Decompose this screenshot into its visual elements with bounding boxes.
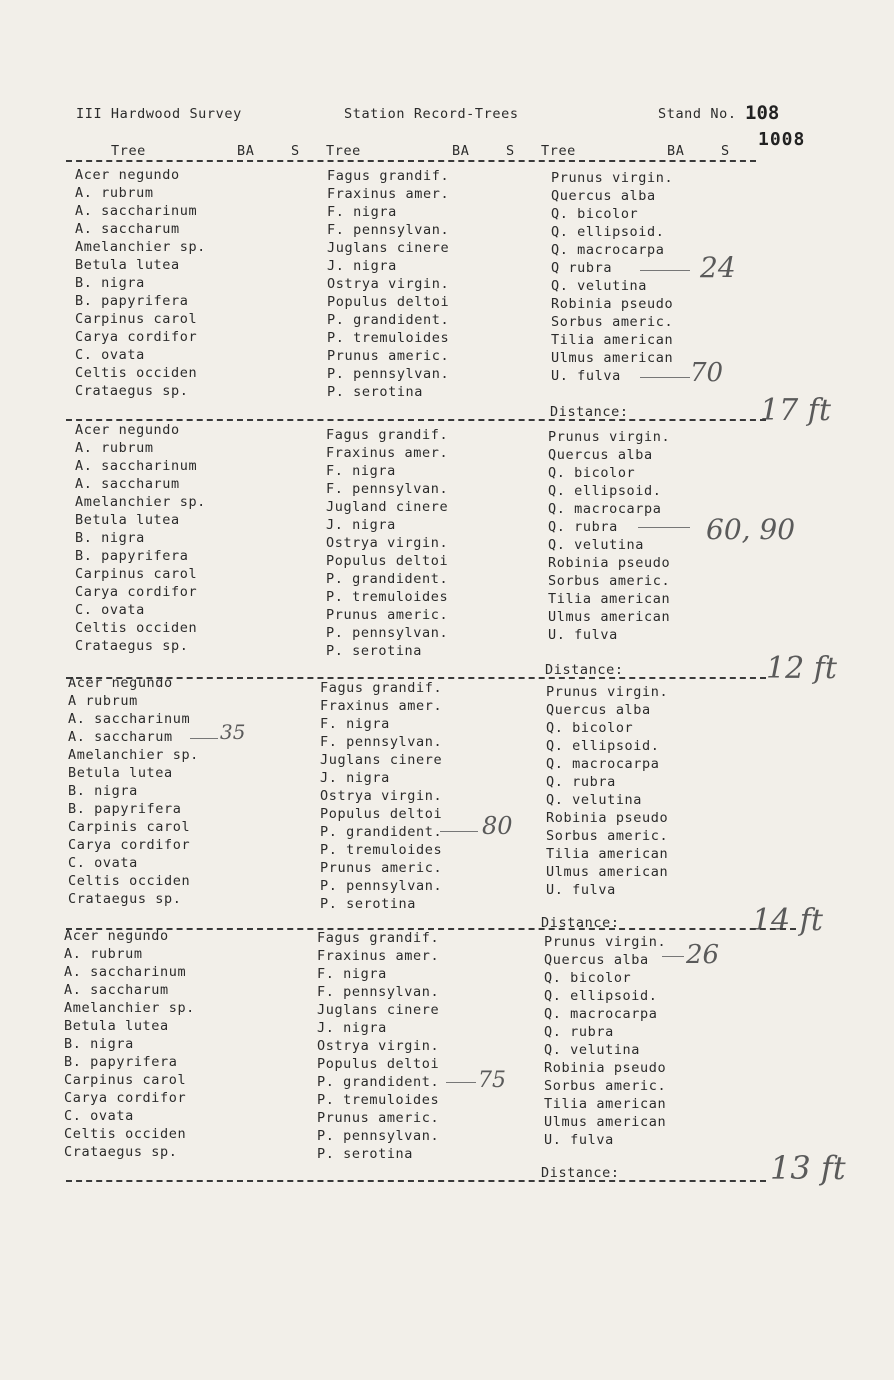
species-entry: A. saccharinum: [75, 458, 198, 474]
handwritten-note: 60, 90: [706, 513, 796, 546]
species-entry: P. grandident.: [326, 571, 449, 587]
species-entry: Carpinus carol: [75, 566, 198, 582]
species-entry: Juglans cinere: [327, 240, 450, 256]
species-entry: B. papyrifera: [75, 548, 189, 564]
header-s: S: [506, 143, 515, 159]
species-entry: U. fulva: [544, 1132, 614, 1148]
species-entry: Robinia pseudo: [546, 810, 669, 826]
species-entry: Carya cordifor: [64, 1090, 187, 1106]
record-title: Station Record-Trees: [344, 106, 519, 122]
species-entry: Fraxinus amer.: [326, 445, 449, 461]
header-ba: BA: [452, 143, 470, 159]
handwritten-note: 24: [700, 251, 736, 284]
species-column-1: [75, 421, 206, 655]
species-entry: Acer negundo: [68, 675, 173, 691]
species-entry: Juglans cinere: [317, 1002, 440, 1018]
species-entry: Q. bicolor: [544, 970, 632, 986]
species-entry: B. papyrifera: [68, 801, 182, 817]
species-entry: J. nigra: [326, 517, 396, 533]
species-entry: Ostrya virgin.: [317, 1038, 440, 1054]
species-entry: P. pennsylvan.: [326, 625, 449, 641]
species-entry: Populus deltoi: [320, 806, 443, 822]
species-entry: P. tremuloides: [320, 842, 443, 858]
species-entry: Betula lutea: [68, 765, 173, 781]
species-entry: B. nigra: [75, 530, 145, 546]
distance-label: Distance:: [545, 662, 624, 678]
species-entry: Ulmus american: [544, 1114, 667, 1130]
species-entry: A rubrum: [68, 693, 138, 709]
species-entry: P. pennsylvan.: [320, 878, 443, 894]
species-entry: Acer negundo: [75, 422, 180, 438]
handwritten-note: 35: [220, 720, 246, 744]
species-entry: B. papyrifera: [75, 293, 189, 309]
species-entry: P. pennsylvan.: [327, 366, 450, 382]
species-entry: Sorbus americ.: [551, 314, 674, 330]
species-column-1: [75, 166, 206, 400]
species-entry: A. saccharum: [75, 476, 180, 492]
species-entry: Ostrya virgin.: [326, 535, 449, 551]
species-entry: Crataegus sp.: [75, 383, 189, 399]
species-column-1: [68, 674, 199, 908]
species-entry: Quercus alba: [546, 702, 651, 718]
species-entry: Q. macrocarpa: [546, 756, 660, 772]
distance-value: 12 ft: [766, 651, 837, 686]
species-entry: A. saccharinum: [68, 711, 191, 727]
header-tree: Tree: [111, 143, 146, 159]
species-entry: Q. rubra: [546, 774, 616, 790]
species-entry: B. nigra: [75, 275, 145, 291]
species-entry: Ulmus american: [548, 609, 671, 625]
species-entry: B. papyrifera: [64, 1054, 178, 1070]
species-entry: Q. ellipsoid.: [551, 224, 665, 240]
species-entry: F. pennsylvan.: [326, 481, 449, 497]
distance-value: 13 ft: [770, 1149, 846, 1187]
species-entry: Fagus grandif.: [327, 168, 450, 184]
species-entry: C. ovata: [68, 855, 138, 871]
species-entry: Q rubra: [551, 260, 613, 276]
species-entry: Robinia pseudo: [544, 1060, 667, 1076]
header-ba: BA: [667, 143, 685, 159]
species-entry: P. tremuloides: [317, 1092, 440, 1108]
species-entry: Sorbus americ.: [546, 828, 669, 844]
stand-number-stamp: 108: [745, 102, 780, 124]
species-entry: Carya cordifor: [75, 584, 198, 600]
species-entry: Fraxinus amer.: [317, 948, 440, 964]
species-entry: A. saccharinum: [75, 203, 198, 219]
species-entry: Fagus grandif.: [320, 680, 443, 696]
species-entry: Sorbus americ.: [544, 1078, 667, 1094]
species-entry: Ostrya virgin.: [320, 788, 443, 804]
species-entry: F. nigra: [326, 463, 396, 479]
species-entry: C. ovata: [75, 347, 145, 363]
note-leader-line: [640, 377, 690, 378]
species-entry: U. fulva: [546, 882, 616, 898]
species-entry: Ulmus american: [551, 350, 674, 366]
header-ba: BA: [237, 143, 255, 159]
header-s: S: [721, 143, 730, 159]
species-entry: Carpinis carol: [68, 819, 191, 835]
species-entry: Jugland cinere: [326, 499, 449, 515]
species-entry: Carpinus carol: [75, 311, 198, 327]
species-entry: Q. bicolor: [546, 720, 634, 736]
header-divider: [66, 160, 756, 162]
species-entry: Fagus grandif.: [326, 427, 449, 443]
note-leader-line: [638, 527, 690, 528]
species-column-2: [317, 929, 439, 1163]
species-entry: Prunus americ.: [326, 607, 449, 623]
header-tree: Tree: [541, 143, 576, 159]
species-entry: Fagus grandif.: [317, 930, 440, 946]
species-entry: Tilia american: [551, 332, 674, 348]
species-column-1: [64, 927, 195, 1161]
header-tree: Tree: [326, 143, 361, 159]
species-entry: C. ovata: [64, 1108, 134, 1124]
species-entry: Q. velutina: [544, 1042, 641, 1058]
header-s: S: [291, 143, 300, 159]
species-entry: P. grandident.: [327, 312, 450, 328]
species-entry: Carya cordifor: [75, 329, 198, 345]
species-entry: U. fulva: [548, 627, 618, 643]
distance-value: 14 ft: [752, 903, 823, 938]
stand-number-typed: 1008: [758, 129, 806, 150]
species-entry: Q. ellipsoid.: [548, 483, 662, 499]
species-entry: Carya cordifor: [68, 837, 191, 853]
distance-value: 17 ft: [760, 393, 831, 428]
species-entry: Q. velutina: [548, 537, 645, 553]
distance-label: Distance:: [550, 404, 629, 420]
species-entry: F. nigra: [320, 716, 390, 732]
species-entry: Amelanchier sp.: [75, 494, 206, 510]
species-entry: C. ovata: [75, 602, 145, 618]
species-entry: Prunus virgin.: [548, 429, 671, 445]
species-entry: P. pennsylvan.: [317, 1128, 440, 1144]
species-entry: A. saccharum: [75, 221, 180, 237]
species-entry: Quercus alba: [548, 447, 653, 463]
species-entry: Carpinus carol: [64, 1072, 187, 1088]
handwritten-note: 75: [478, 1068, 506, 1093]
species-entry: Juglans cinere: [320, 752, 443, 768]
handwritten-note: 26: [686, 940, 720, 970]
species-entry: Fraxinus amer.: [320, 698, 443, 714]
species-entry: Crataegus sp.: [64, 1144, 178, 1160]
stand-label: Stand No.: [658, 106, 737, 122]
note-leader-line: [446, 1082, 476, 1083]
species-entry: Ulmus american: [546, 864, 669, 880]
species-column-3: [546, 683, 668, 899]
species-entry: F. nigra: [317, 966, 387, 982]
species-entry: Prunus virgin.: [546, 684, 669, 700]
species-entry: Ostrya virgin.: [327, 276, 450, 292]
species-entry: F. pennsylvan.: [317, 984, 440, 1000]
species-column-2: [320, 679, 442, 913]
species-entry: Robinia pseudo: [551, 296, 674, 312]
species-entry: Prunus virgin.: [551, 170, 674, 186]
distance-label: Distance:: [541, 915, 620, 931]
species-entry: Tilia american: [548, 591, 671, 607]
species-column-2: [327, 167, 449, 401]
species-entry: Quercus alba: [551, 188, 656, 204]
species-entry: Amelanchier sp.: [64, 1000, 195, 1016]
survey-title: III Hardwood Survey: [76, 106, 242, 122]
handwritten-note: 70: [690, 358, 724, 388]
species-entry: Celtis occiden: [75, 620, 198, 636]
species-column-2: [326, 426, 448, 660]
species-entry: F. pennsylvan.: [320, 734, 443, 750]
species-entry: Tilia american: [546, 846, 669, 862]
species-entry: Populus deltoi: [327, 294, 450, 310]
species-entry: Betula lutea: [75, 512, 180, 528]
species-entry: Q. bicolor: [548, 465, 636, 481]
species-entry: B. nigra: [68, 783, 138, 799]
species-entry: P. grandident.: [317, 1074, 440, 1090]
species-entry: P. serotina: [317, 1146, 414, 1162]
species-entry: Q. velutina: [546, 792, 643, 808]
species-entry: Amelanchier sp.: [68, 747, 199, 763]
species-entry: P. grandident.: [320, 824, 443, 840]
species-entry: F. pennsylvan.: [327, 222, 450, 238]
species-entry: F. nigra: [327, 204, 397, 220]
species-entry: Q. macrocarpa: [551, 242, 665, 258]
species-entry: A. rubrum: [64, 946, 143, 962]
species-entry: Q. ellipsoid.: [546, 738, 660, 754]
species-entry: Prunus virgin.: [544, 934, 667, 950]
station-divider: [66, 1180, 766, 1182]
note-leader-line: [662, 956, 684, 957]
species-entry: P. tremuloides: [326, 589, 449, 605]
note-leader-line: [190, 738, 218, 739]
species-entry: Betula lutea: [75, 257, 180, 273]
species-entry: B. nigra: [64, 1036, 134, 1052]
species-entry: Crataegus sp.: [68, 891, 182, 907]
species-entry: Populus deltoi: [326, 553, 449, 569]
species-entry: A. rubrum: [75, 440, 154, 456]
handwritten-note: 80: [482, 812, 513, 840]
species-entry: Fraxinus amer.: [327, 186, 450, 202]
species-column-3: [551, 169, 673, 385]
species-entry: Celtis occiden: [68, 873, 191, 889]
species-entry: Sorbus americ.: [548, 573, 671, 589]
species-entry: A. rubrum: [75, 185, 154, 201]
species-entry: J. nigra: [327, 258, 397, 274]
species-column-3: [548, 428, 670, 644]
species-entry: A. saccharum: [64, 982, 169, 998]
note-leader-line: [640, 270, 690, 271]
species-entry: P. tremuloides: [327, 330, 450, 346]
species-entry: J. nigra: [317, 1020, 387, 1036]
species-entry: Quercus alba: [544, 952, 649, 968]
species-entry: Tilia american: [544, 1096, 667, 1112]
species-entry: Acer negundo: [75, 167, 180, 183]
species-entry: Q. bicolor: [551, 206, 639, 222]
species-entry: Populus deltoi: [317, 1056, 440, 1072]
species-entry: Celtis occiden: [75, 365, 198, 381]
distance-label: Distance:: [541, 1165, 620, 1181]
species-entry: Q. rubra: [548, 519, 618, 535]
species-entry: Amelanchier sp.: [75, 239, 206, 255]
species-entry: P. serotina: [320, 896, 417, 912]
note-leader-line: [440, 831, 478, 832]
species-entry: Q. velutina: [551, 278, 648, 294]
species-entry: Acer negundo: [64, 928, 169, 944]
species-entry: Crataegus sp.: [75, 638, 189, 654]
species-entry: Betula lutea: [64, 1018, 169, 1034]
species-entry: J. nigra: [320, 770, 390, 786]
species-entry: Celtis occiden: [64, 1126, 187, 1142]
species-entry: Prunus americ.: [317, 1110, 440, 1126]
species-entry: U. fulva: [551, 368, 621, 384]
species-entry: Robinia pseudo: [548, 555, 671, 571]
species-entry: Prunus americ.: [327, 348, 450, 364]
species-column-3: [544, 933, 666, 1149]
species-entry: A. saccharinum: [64, 964, 187, 980]
species-entry: P. serotina: [326, 643, 423, 659]
species-entry: Q. rubra: [544, 1024, 614, 1040]
species-entry: A. saccharum: [68, 729, 173, 745]
species-entry: Q. ellipsoid.: [544, 988, 658, 1004]
species-entry: Q. macrocarpa: [548, 501, 662, 517]
species-entry: P. serotina: [327, 384, 424, 400]
species-entry: Prunus americ.: [320, 860, 443, 876]
species-entry: Q. macrocarpa: [544, 1006, 658, 1022]
